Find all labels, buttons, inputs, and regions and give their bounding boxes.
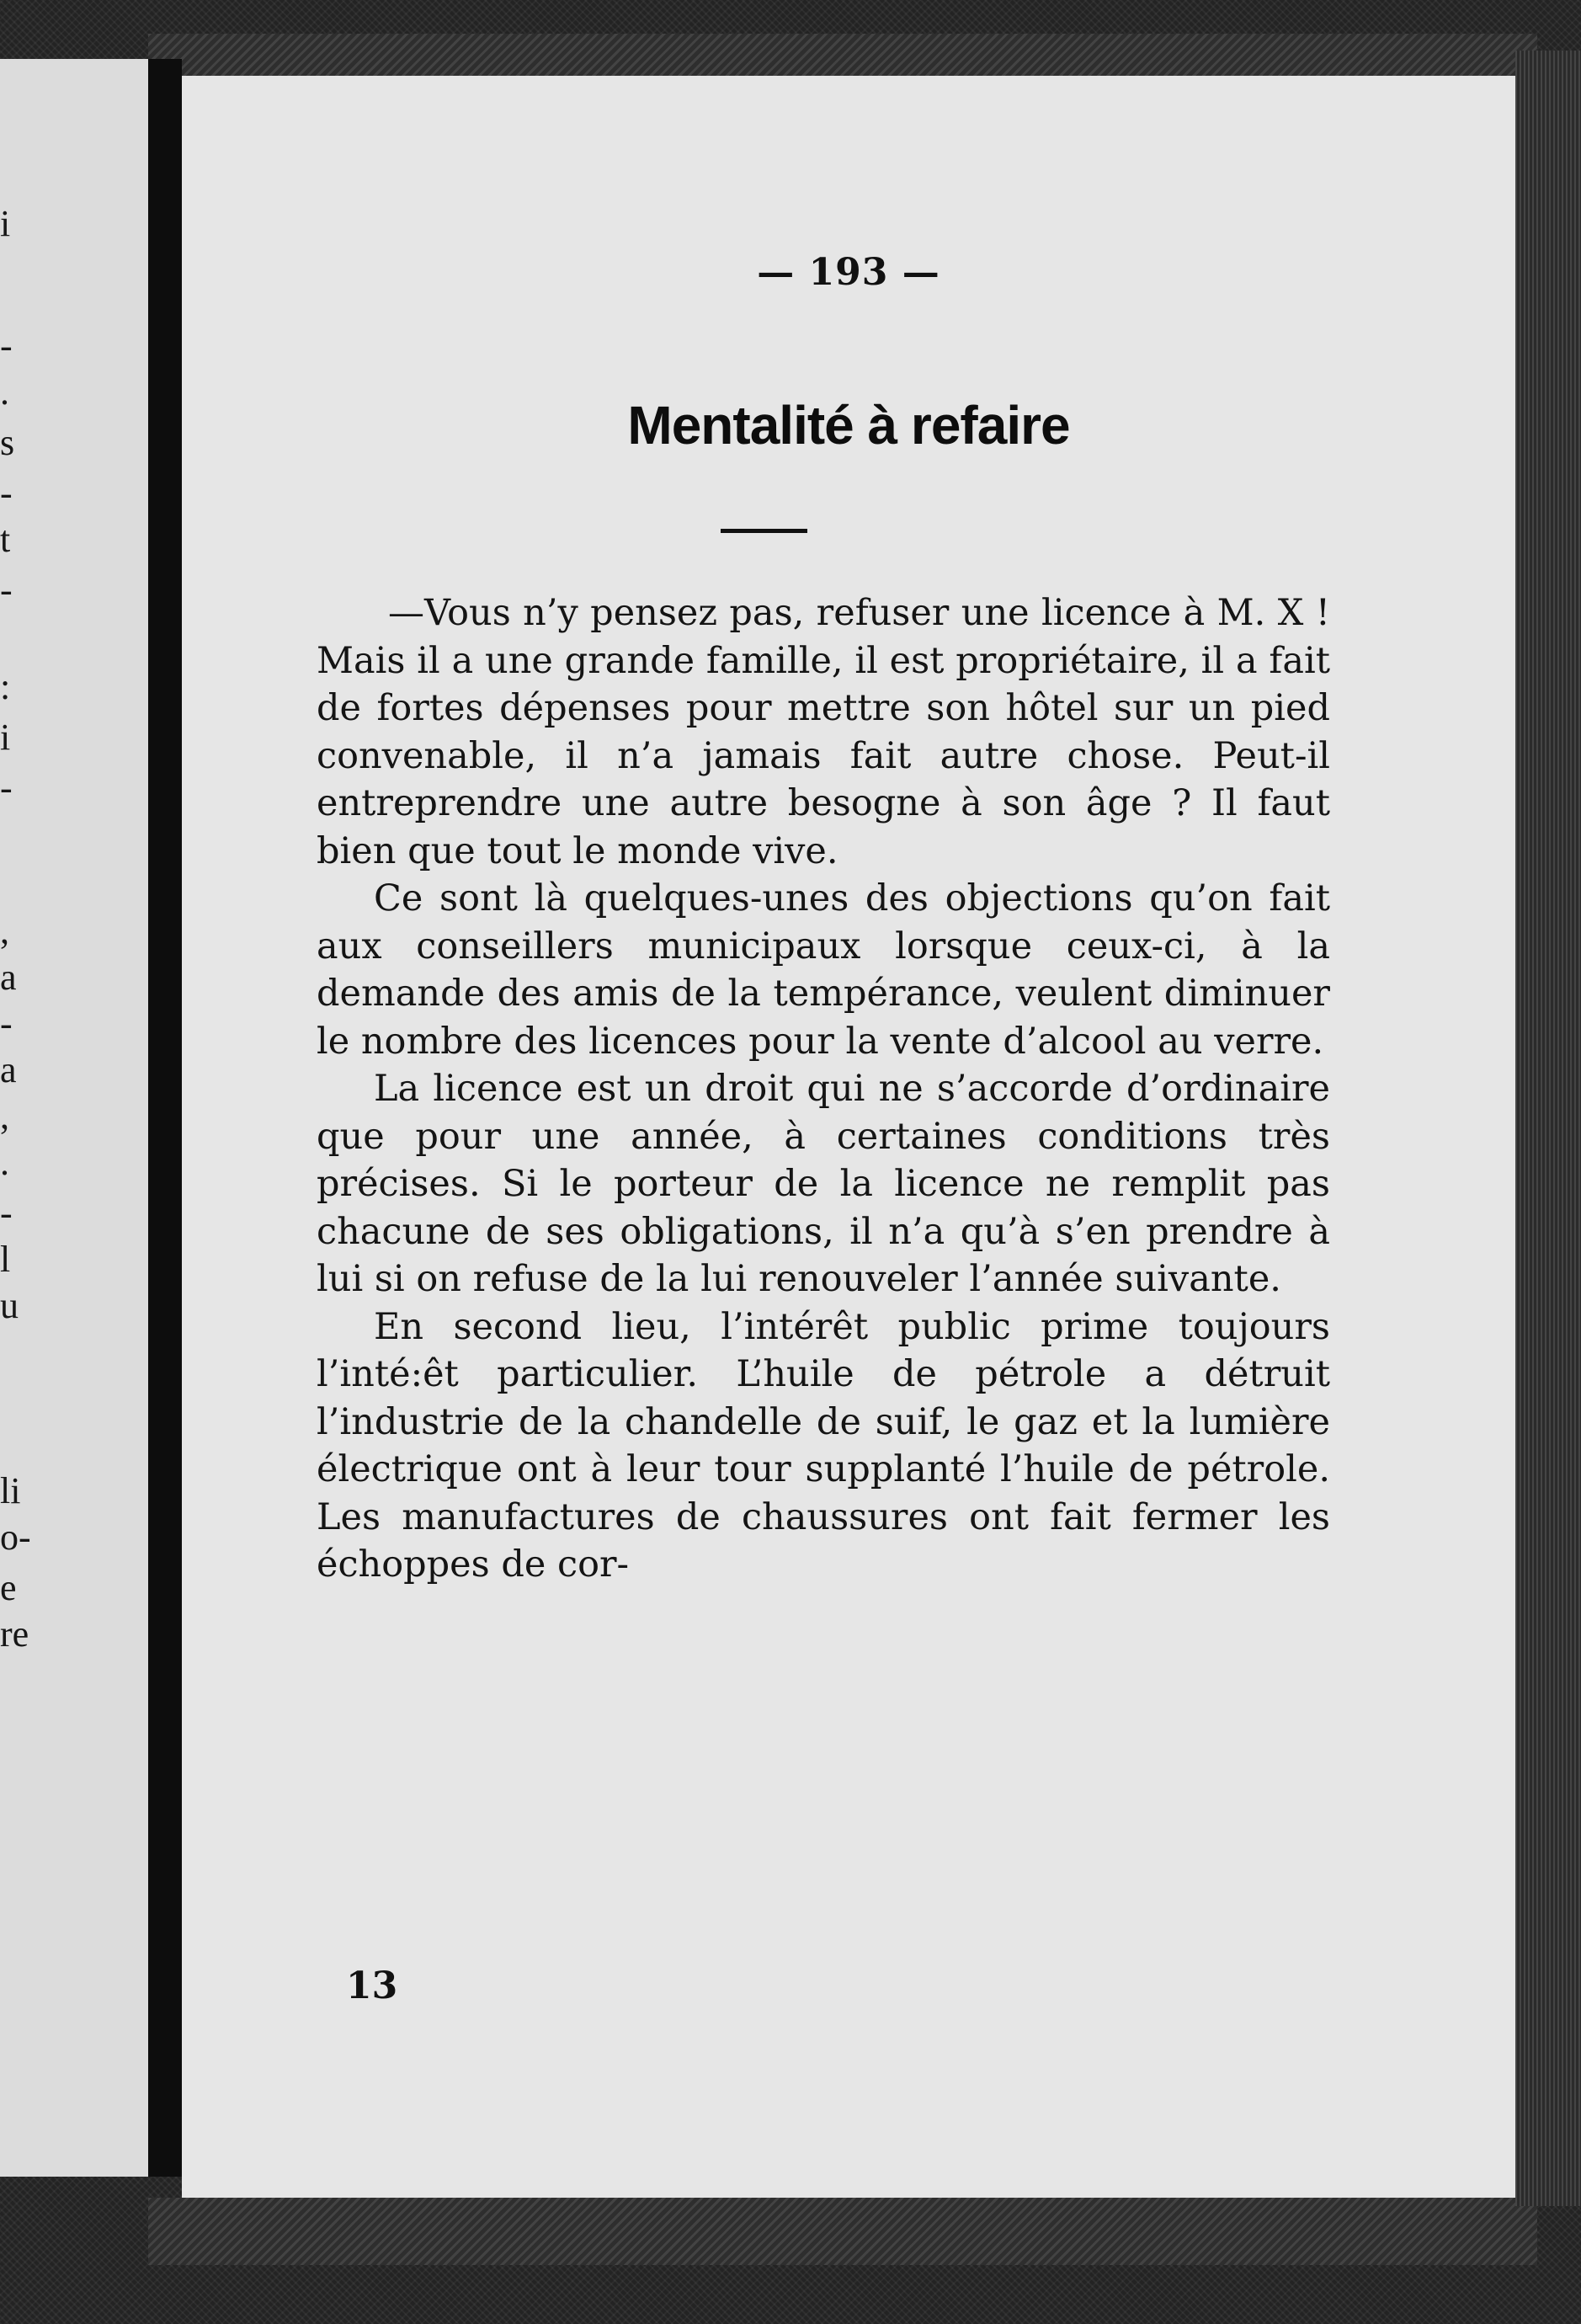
left-page-fragment: . xyxy=(0,1142,9,1183)
binding-right-edge xyxy=(1515,51,1581,2206)
book-page xyxy=(182,76,1515,2198)
page-number: — 193 — xyxy=(757,251,940,294)
paragraph: Ce sont là quelques-unes des objections qu’on fait aux conseillers municipaux lorsque ceux-ci, à la demande des amis de la tempérance, veulent diminuer le nombre des licences pour la vente d’alcool au verre. xyxy=(317,877,1330,1063)
left-page-fragment: . xyxy=(0,371,9,413)
left-page-fragment: li xyxy=(0,1470,21,1511)
left-page-fragment: s xyxy=(0,422,15,463)
facing-page-left xyxy=(0,59,148,2177)
left-page-fragment: i xyxy=(0,717,11,758)
binding-top-edge xyxy=(148,34,1537,76)
left-page-fragment: l xyxy=(0,1239,11,1280)
title-divider-rule xyxy=(721,529,807,533)
chapter-title: Mentalité à refaire xyxy=(627,395,1070,456)
paragraph: —Vous n’y pensez pas, refuser une licence à M. X ! Mais il a une grande famille, il est propriétaire, il a fait de fortes dépenses pour mettre son hôtel sur un pied convenable, il n’a jamais fait autre chose. Peut-il entreprendre une autre besogne à son âge ? Il faut bien que tout le monde vive. xyxy=(317,592,1330,872)
left-page-fragment: - xyxy=(0,1003,13,1044)
left-page-fragment: : xyxy=(0,666,11,707)
left-page-fragment: i xyxy=(0,203,11,244)
body-text xyxy=(317,589,1330,1589)
book-spine-gutter xyxy=(148,59,182,2177)
paragraph: La licence est un droit qui ne s’accorde d’ordinaire que pour une année, à certaines conditions très précises. Si le porteur de la licence ne remplit pas chacune de ses obligations, il n’a qu’à s’en prendre à lui si on refuse de la lui renouveler l’année suivante. xyxy=(317,1068,1330,1300)
left-page-fragment: re xyxy=(0,1613,29,1655)
left-page-fragment: - xyxy=(0,1192,13,1234)
left-page-fragment: u xyxy=(0,1285,19,1326)
left-page-fragment: a xyxy=(0,1049,17,1090)
left-page-fragment: t xyxy=(0,519,11,560)
left-page-fragment: a xyxy=(0,957,17,998)
left-page-fragment: , xyxy=(0,1095,9,1137)
left-page-fragment: - xyxy=(0,325,13,366)
signature-mark: 13 xyxy=(346,1964,398,2007)
left-page-fragment: - xyxy=(0,472,13,514)
left-page-fragment: o- xyxy=(0,1516,31,1558)
paragraph: En second lieu, l’intérêt public prime toujours l’inté:êt particulier. L’huile de pétrole a détruit l’industrie de la chandelle de suif, le gaz et la lumière électrique ont à leur tour supplanté l’huile de pétrole. Les manufactures de chaussures ont fait fermer les échoppes de cor- xyxy=(317,1305,1330,1586)
binding-bottom-edge xyxy=(148,2198,1537,2265)
left-page-fragment: e xyxy=(0,1567,17,1608)
left-page-fragment: - xyxy=(0,569,13,610)
left-page-fragment: , xyxy=(0,910,9,951)
left-page-fragment: - xyxy=(0,767,13,808)
